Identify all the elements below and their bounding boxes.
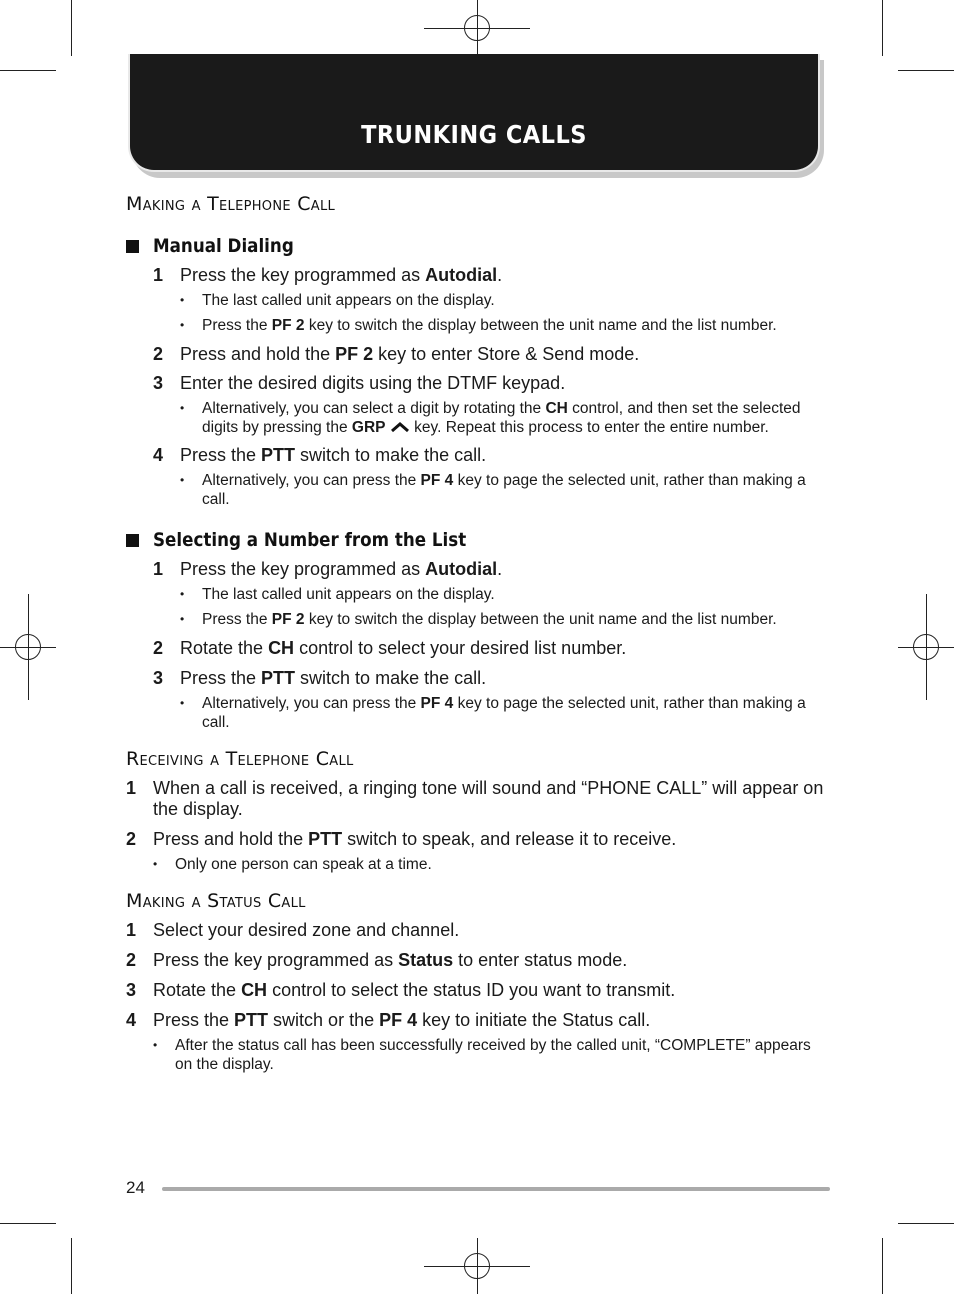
bullet-note: • The last called unit appears on the display.: [180, 292, 495, 309]
step: 4 Press the PTT switch or the PF 4 key to initiate the Status call.: [126, 1010, 651, 1030]
bullet-note: • Only one person can speak at a time.: [153, 856, 432, 873]
step: 2 Press and hold the PF 2 key to enter Store & Send mode.: [153, 344, 640, 364]
step: 3 Press the PTT switch to make the call.: [153, 668, 487, 688]
bullet-note: • After the status call has been successfully received by the called unit, “COMPLETE” appears on the display.: [153, 1037, 811, 1073]
bullet-note: • Alternatively, you can press the PF 4 key to page the selected unit, rather than making a call.: [180, 695, 806, 731]
step: 3 Enter the desired digits using the DTMF keypad.: [153, 373, 566, 393]
step: 2 Press and hold the PTT switch to speak, and release it to receive.: [126, 829, 677, 849]
square-bullet-icon: [126, 240, 139, 253]
section-heading-receiving: Receiving a Telephone Call: [126, 748, 354, 770]
bullet-note: • Alternatively, you can select a digit by rotating the CH control, and then set the selected digits by pressing the GRP key. Repeat this process to enter the entire number.: [180, 400, 801, 436]
bullet-note: • The last called unit appears on the display.: [180, 586, 495, 603]
footer-rule: [162, 1187, 830, 1191]
title-banner: [128, 54, 820, 172]
step: 1 When a call is received, a ringing tone will sound and “PHONE CALL” will appear on the display.: [126, 778, 824, 819]
bullet-note: • Press the PF 2 key to switch the display between the unit name and the list number.: [180, 611, 777, 628]
step: 3 Rotate the CH control to select the status ID you want to transmit.: [126, 980, 676, 1000]
page-title: TRUNKING CALLS: [361, 120, 587, 149]
page-number: 24: [126, 1178, 145, 1197]
section-heading-status: Making a Status Call: [126, 890, 306, 912]
chevron-up-icon: [390, 421, 410, 433]
bullet-note: • Press the PF 2 key to switch the display between the unit name and the list number.: [180, 317, 777, 334]
square-bullet-icon: [126, 534, 139, 547]
step: 2 Press the key programmed as Status to enter status mode.: [126, 950, 628, 970]
step: 1 Press the key programmed as Autodial.: [153, 265, 503, 285]
main-content: [126, 193, 826, 1074]
subheading-manual-dialing: Manual Dialing: [126, 235, 826, 257]
step: 1 Press the key programmed as Autodial.: [153, 559, 503, 579]
subheading-select-from-list: Selecting a Number from the List: [126, 529, 826, 551]
step: 1 Select your desired zone and channel.: [126, 920, 460, 940]
bullet-note: • Alternatively, you can press the PF 4 key to page the selected unit, rather than making a call.: [180, 472, 806, 508]
step: 2 Rotate the CH control to select your desired list number.: [153, 638, 627, 658]
section-heading-telephone: Making a Telephone Call: [126, 193, 336, 215]
step: 4 Press the PTT switch to make the call.: [153, 445, 487, 465]
